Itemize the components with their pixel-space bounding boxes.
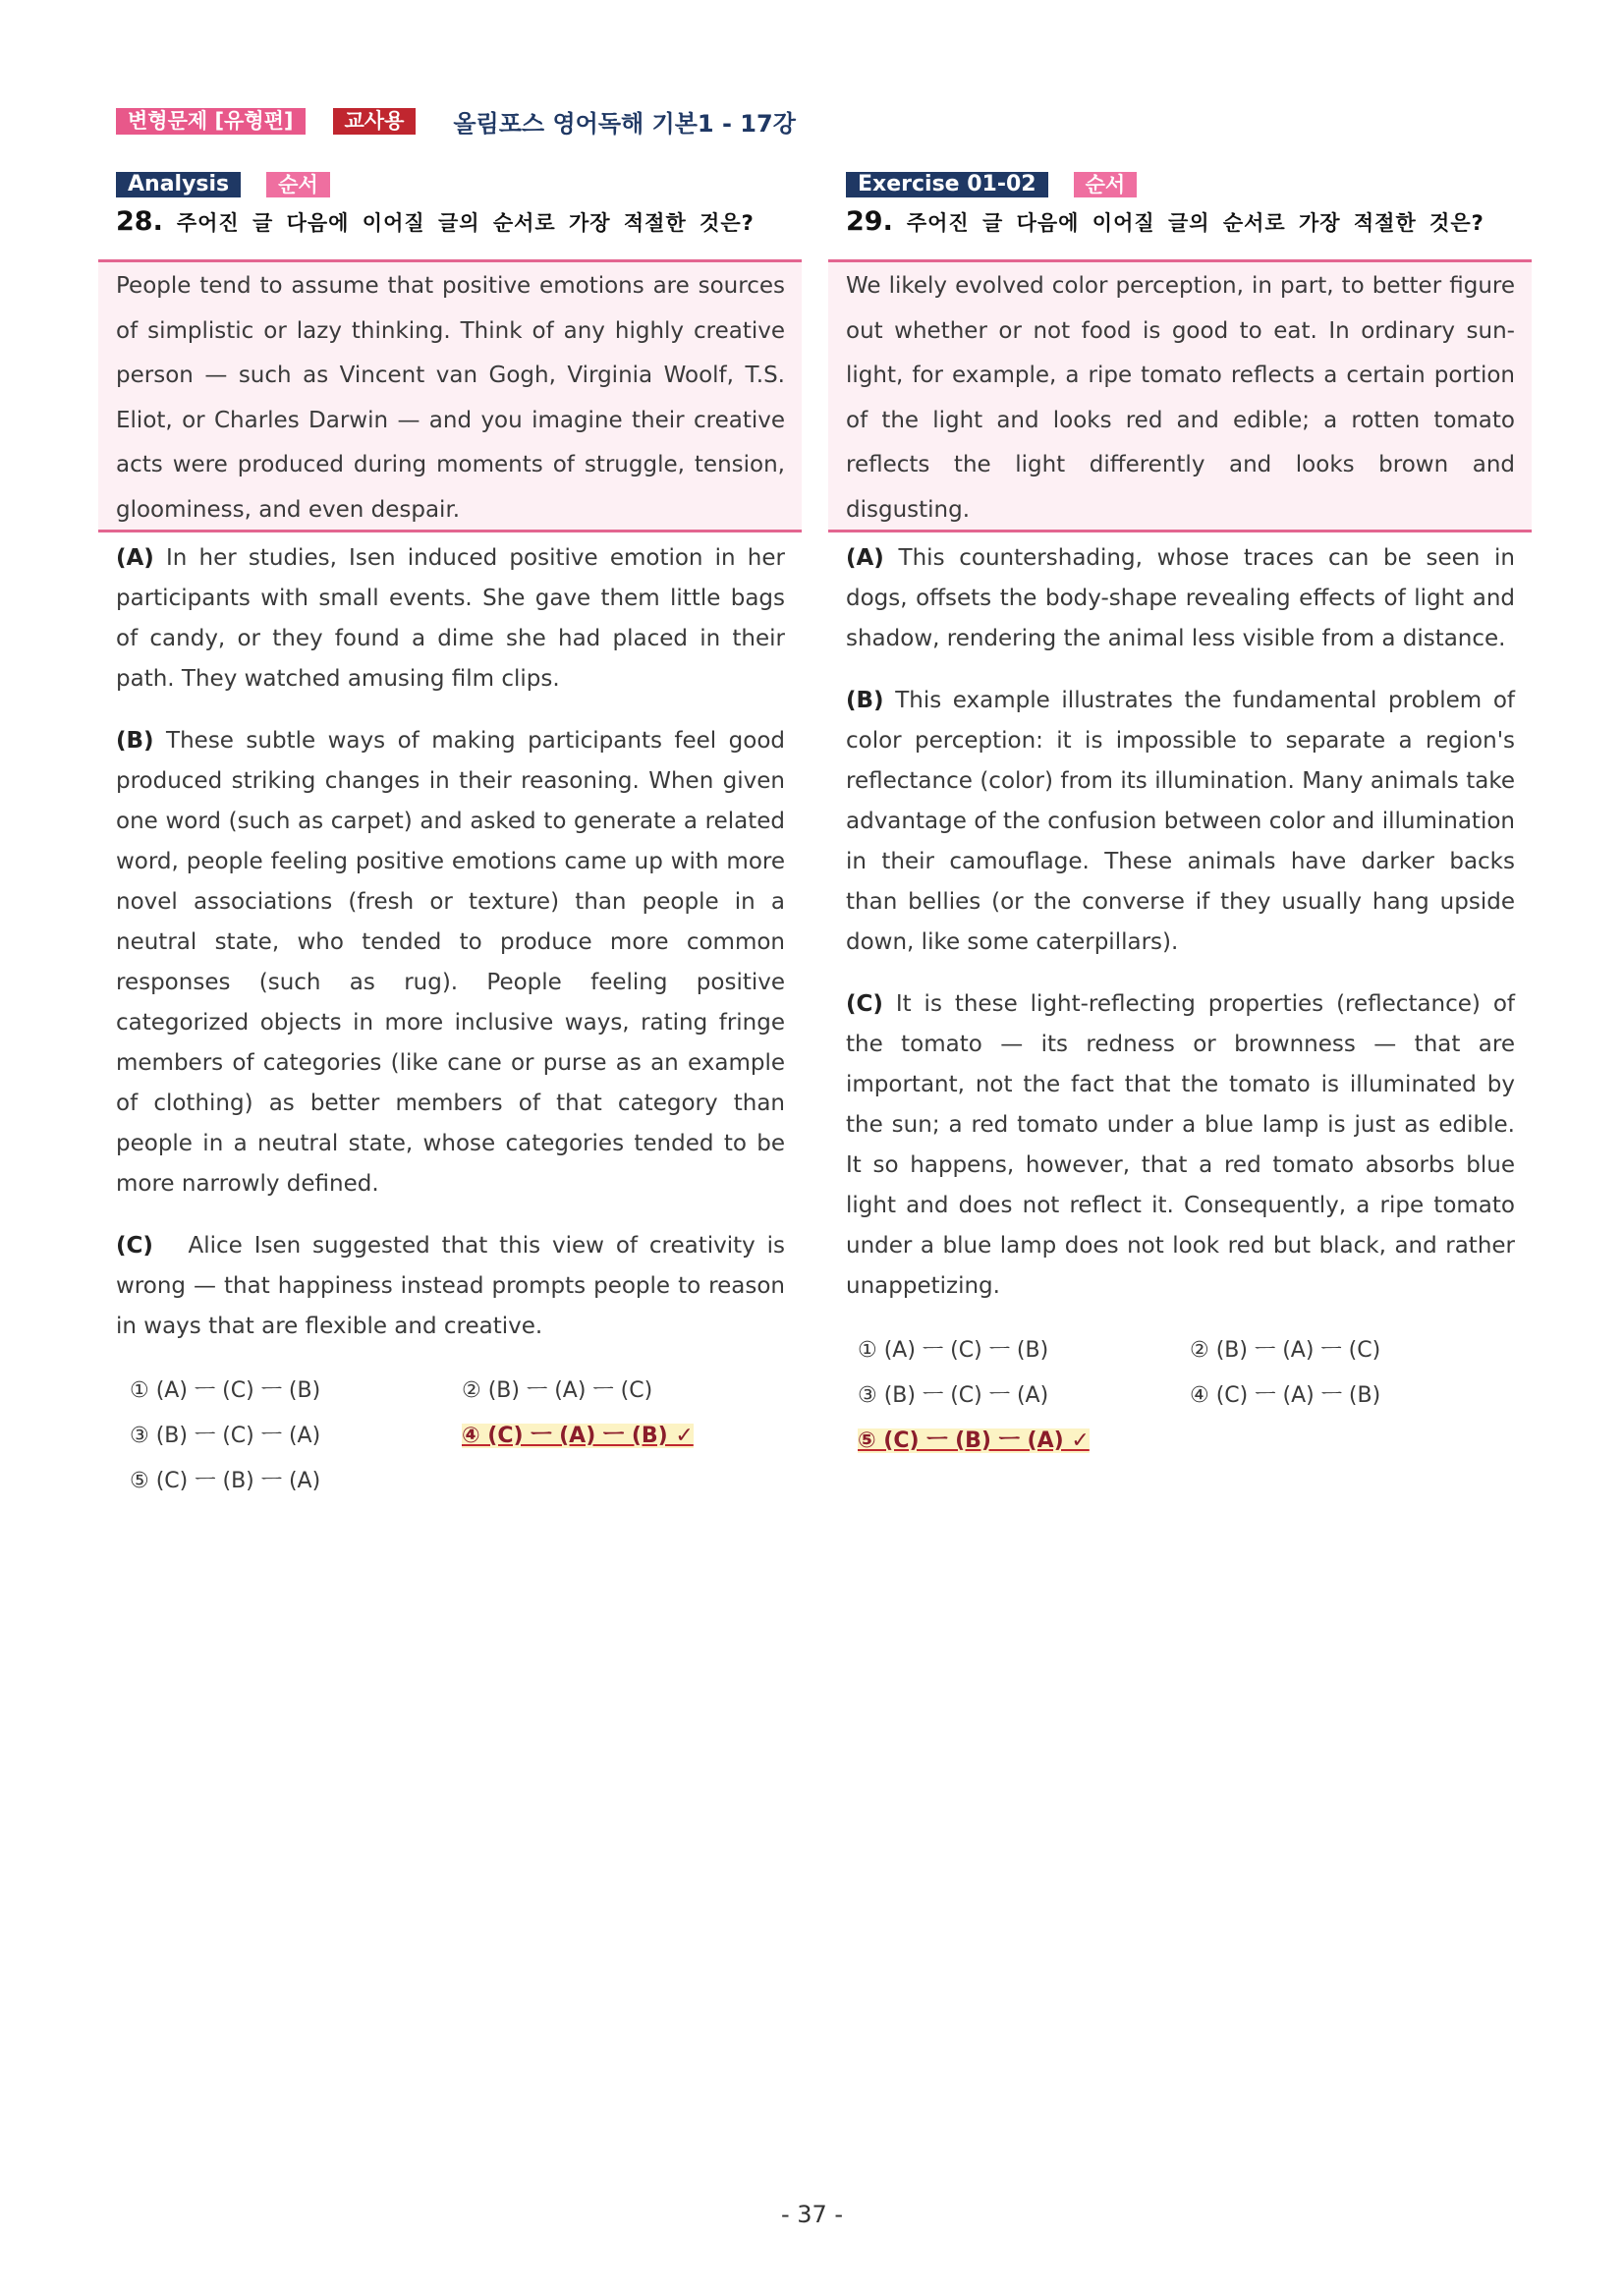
passage-text: This example illustrates the fundamental problem of color perception: it is impossible to separate a region's reflectance (color) from its illumination. Many animals take advantage of the confusion between color and illumination in their camouflage. These animals have darker backs than bellies (or the converse if they usually hang upside down, like some caterpillars). [846,688,1515,955]
choice-3[interactable]: ③ (B) ㅡ (C) ㅡ (A) [858,1383,1049,1408]
choice-5-wrapper [858,1419,1190,1464]
passage-label: (A) [846,545,884,571]
choice-2[interactable]: ② (B) ㅡ (A) ㅡ (C) [462,1378,653,1403]
choice-4-wrapper [462,1414,794,1459]
passage-b [116,721,785,1204]
passage-label: (B) [116,728,154,754]
passage-a [116,538,785,700]
passage-b [846,681,1515,963]
passage-text: Alice Isen suggested that this view of creativity is wrong — that happiness instead prompts people to reason in ways that are flexible and creative. [116,1233,785,1339]
question-labels [98,171,802,198]
choice-4-correct-answer[interactable]: ④ (C) ㅡ (A) ㅡ (B) ✓ [462,1424,694,1448]
passage-text: These subtle ways of making participants feel good produced striking changes in their reasoning. When given one word (such as carpet) and asked to generate a related word, people feeling positive emotions came up with more novel associations (fresh or texture) than people in a neutral state, who tended to produce more common responses (such as rug). People feeling positive categorized objects in more inclusive ways, rating fringe members of categories (like cane or purse as an example of clothing) as better members of that category than people in a neutral state, whose categories tended to be more narrowly defined. [116,728,786,1197]
passage-label: (C) [116,1233,153,1259]
passage-text: It is these light-reflecting properties (reflectance) of the tomato — its redness or brownness — that are important, not the fact that the tomato is illuminated by the sun; a red tomato under a blue lamp is just as edible. It so happens, however, that a red tomato absorbs blue light and does not reflect it. Consequently, a ripe tomato under a blue lamp does not look red but black, and rather unappetizing. [846,991,1515,1299]
page-number: - 37 - [780,2201,844,2228]
choice-4[interactable]: ④ (C) ㅡ (A) ㅡ (B) [1190,1383,1381,1408]
order-type-label: 순서 [266,172,330,197]
answer-choices [98,1369,802,1504]
passage-c [116,1226,785,1347]
given-passage: People tend to assume that positive emotions are sources of simplistic or lazy thinking. Think of any highly creative person — such as Vincent van Gogh, Virginia Woolf, T.S. Eliot, or Charles Darwin — and you imagine their creative acts were produced during moments of struggle, tension, gloominess, and even despair. [98,259,802,532]
passage-label: (C) [846,991,883,1017]
question-heading [828,206,1532,246]
order-type-label: 순서 [1074,172,1138,197]
passage-list [98,538,802,1347]
question-labels [828,171,1532,198]
passage-c [846,984,1515,1307]
question-number: 29. [846,206,893,237]
choice-3[interactable]: ③ (B) ㅡ (C) ㅡ (A) [130,1424,321,1448]
question-prompt: 주어진 글 다음에 이어질 글의 순서로 가장 적절한 것은? [906,211,1484,235]
answer-choices [828,1328,1532,1464]
choice-2[interactable]: ② (B) ㅡ (A) ㅡ (C) [1190,1338,1381,1363]
teacher-tag: 교사용 [333,108,417,135]
choice-1[interactable]: ① (A) ㅡ (C) ㅡ (B) [858,1338,1049,1363]
page-header [116,106,796,136]
passage-a [846,538,1515,659]
book-title: 올림포스 영어독해 기본1 - 17강 [453,109,796,138]
question-heading [98,206,802,246]
given-passage: We likely evolved color perception, in part, to better figure out whether or not food is good to eat. In ordinary sun-light, for example, a ripe tomato reflects a certain portion of the light and looks red and edible; a rotten tomato reflects the light differently and looks brown and disgusting. [828,259,1532,532]
choice-5-correct-answer[interactable]: ⑤ (C) ㅡ (B) ㅡ (A) ✓ [858,1428,1090,1453]
passage-label: (B) [846,688,884,713]
passage-list [828,538,1532,1307]
exercise-label: Exercise 01-02 [846,172,1048,197]
question-29-column [828,171,1532,1464]
analysis-label: Analysis [116,172,241,197]
passage-text: This countershading, whose traces can be seen in dogs, offsets the body-shape revealing effects of light and shadow, rendering the animal less visible from a distance. [846,545,1516,651]
choice-5[interactable]: ⑤ (C) ㅡ (B) ㅡ (A) [130,1469,321,1493]
passage-label: (A) [116,545,154,571]
passage-text: In her studies, Isen induced positive emotion in her participants with small events. She gave them little bags of candy, or they found a dime she had placed in their path. They watched amusing film clips. [116,545,785,692]
choice-1[interactable]: ① (A) ㅡ (C) ㅡ (B) [130,1378,321,1403]
type-tag: 변형문제 [유형편] [116,108,306,135]
question-prompt: 주어진 글 다음에 이어질 글의 순서로 가장 적절한 것은? [176,211,755,235]
question-28-column [98,171,802,1504]
question-number: 28. [116,206,163,237]
